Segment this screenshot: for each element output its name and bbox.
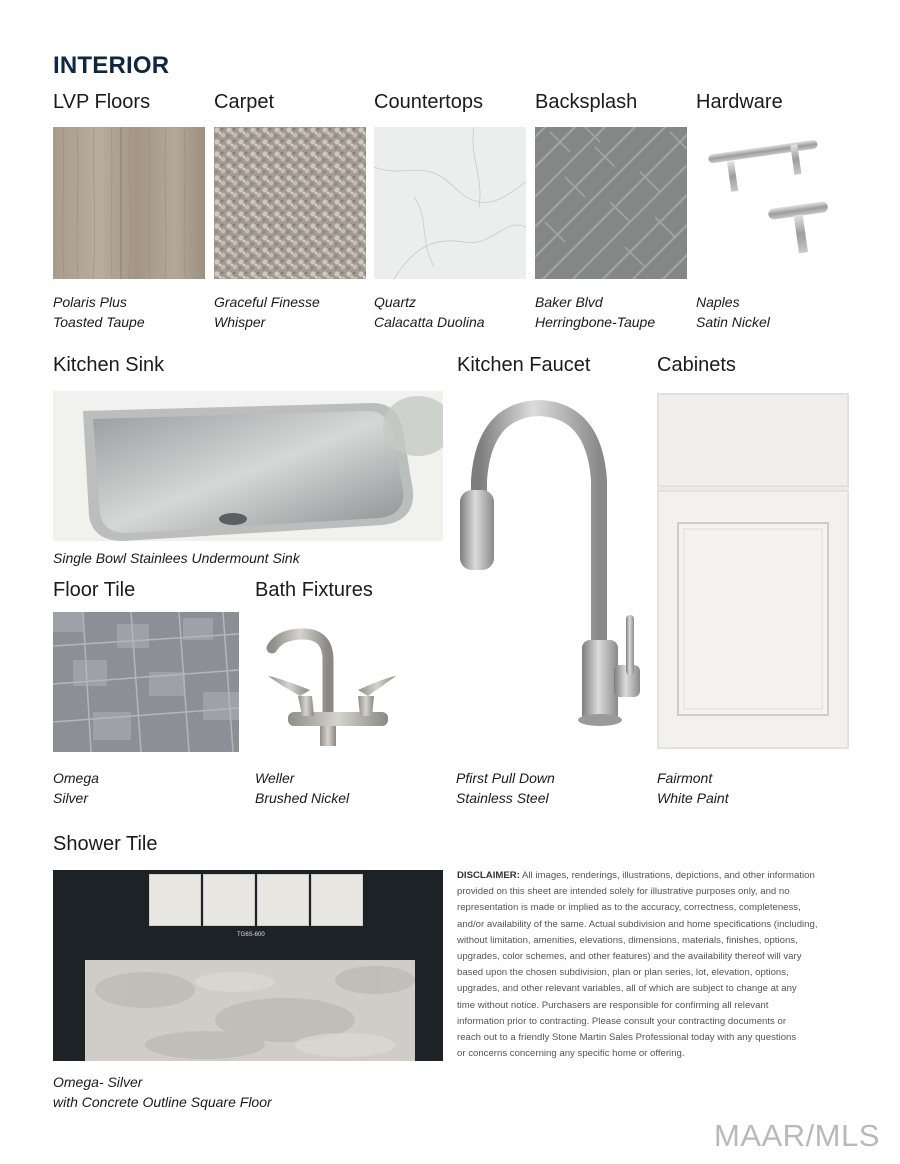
shower-tile-slab — [85, 960, 415, 1061]
floor-tile-name: Omega — [53, 770, 99, 786]
hardware-color: Satin Nickel — [696, 314, 770, 330]
cabinets-name: Fairmont — [657, 770, 713, 786]
disclaimer-line-7: based upon the chosen subdivision, plan or plan series, lot, elevation, options, — [457, 967, 789, 979]
hardware-name: Naples — [696, 294, 740, 310]
carpet-title: Carpet — [214, 91, 275, 113]
carpet-caption — [214, 292, 320, 332]
carpet-color: Whisper — [214, 314, 266, 330]
shower-tile-image — [53, 870, 443, 1061]
watermark: MAAR/MLS — [714, 1118, 880, 1153]
countertops-title: Countertops — [374, 91, 483, 113]
hardware-caption — [696, 292, 770, 332]
disclaimer-label: DISCLAIMER: — [457, 870, 520, 881]
disclaimer-line-3: representation is made or implied as to the accuracy, correctness, completeness, — [457, 902, 801, 914]
kitchen-faucet-title: Kitchen Faucet — [457, 354, 591, 376]
page-title: INTERIOR — [53, 52, 170, 79]
countertops-color: Calacatta Duolina — [374, 314, 485, 330]
lvp-floors-title: LVP Floors — [53, 91, 151, 113]
hardware-title: Hardware — [696, 91, 783, 113]
lvp-floors-caption — [53, 292, 145, 332]
disclaimer-line-6: upgrades, color schemes, and other features) and the availability thereof will vary — [457, 951, 802, 963]
shower-tile-square-3 — [257, 874, 309, 926]
disclaimer-line-11: reach out to a friendly Stone Martin Sales Professional today with any questions — [457, 1032, 797, 1044]
cabinets-finish: White Paint — [657, 790, 729, 806]
shower-tile-label-tag: TG6S-600 — [237, 932, 265, 938]
countertop-swatch — [374, 127, 526, 279]
disclaimer-line-9: time without notice. Purchasers are responsible for confirming all relevant — [457, 999, 769, 1011]
shower-tile-caption — [53, 1072, 272, 1112]
floor-tile-caption — [53, 768, 99, 808]
carpet-name: Graceful Finesse — [214, 294, 320, 310]
backsplash-caption — [535, 292, 655, 332]
bath-fixtures-caption — [255, 768, 349, 808]
kitchen-sink-title: Kitchen Sink — [53, 354, 165, 376]
disclaimer-line-8: upgrades, and other relevant variables, all of which are subject to change at any — [457, 983, 797, 995]
backsplash-title: Backsplash — [535, 91, 638, 113]
floor-tile-title: Floor Tile — [53, 579, 136, 601]
bath-fixtures-finish: Brushed Nickel — [255, 790, 350, 806]
disclaimer-line-5: without limitation, amenities, elevations, dimensions, materials, finishes, options, — [457, 934, 798, 946]
disclaimer-line-12: or concerns concerning any specific home or offering. — [457, 1048, 685, 1060]
lvp-floors-color: Toasted Taupe — [53, 314, 145, 330]
bath-fixtures-title: Bath Fixtures — [255, 579, 373, 601]
kitchen-sink-image — [53, 391, 443, 541]
bath-fixtures-name: Weller — [255, 770, 295, 786]
disclaimer-line-2: provided on this sheet are intended solely for illustrative purposes only, and no — [457, 886, 790, 898]
backsplash-swatch — [535, 127, 687, 279]
shower-tile-floor: with Concrete Outline Square Floor — [53, 1094, 272, 1110]
disclaimer-line-1: DISCLAIMER: All images, renderings, illustrations, depictions, and other information — [457, 870, 815, 881]
bath-fixtures-image — [258, 620, 403, 754]
shower-tile-square-1 — [149, 874, 201, 926]
lvp-floor-swatch — [53, 127, 205, 279]
lvp-floors-name: Polaris Plus — [53, 294, 127, 310]
cabinets-title: Cabinets — [657, 354, 736, 376]
shower-tile-square-2 — [203, 874, 255, 926]
disclaimer — [457, 868, 849, 1062]
shower-tile-square-4 — [311, 874, 363, 926]
countertops-caption — [374, 292, 485, 332]
disclaimer-line-10: information prior to contracting. Please consult your contracting documents or — [457, 1015, 787, 1027]
kitchen-faucet-name: Pfirst Pull Down — [456, 770, 555, 786]
kitchen-sink-caption: Single Bowl Stainlees Undermount Sink — [53, 550, 300, 566]
countertops-name: Quartz — [374, 294, 417, 310]
cabinets-caption — [657, 768, 729, 808]
floor-tile-image — [53, 612, 239, 752]
backsplash-name: Baker Blvd — [535, 294, 603, 310]
hardware-swatch — [696, 127, 848, 279]
backsplash-color: Herringbone-Taupe — [535, 314, 656, 330]
shower-tile-name: Omega- Silver — [53, 1074, 143, 1090]
disclaimer-line-4: and/or availability of the same. Actual subdivision and home specifications (including, — [457, 918, 818, 930]
cabinet-door-image — [657, 393, 849, 749]
kitchen-faucet-image — [454, 390, 649, 730]
floor-tile-color: Silver — [53, 790, 89, 806]
kitchen-faucet-caption — [456, 768, 555, 808]
carpet-swatch — [214, 127, 366, 279]
shower-tile-title: Shower Tile — [53, 833, 158, 855]
kitchen-faucet-finish: Stainless Steel — [456, 790, 549, 806]
